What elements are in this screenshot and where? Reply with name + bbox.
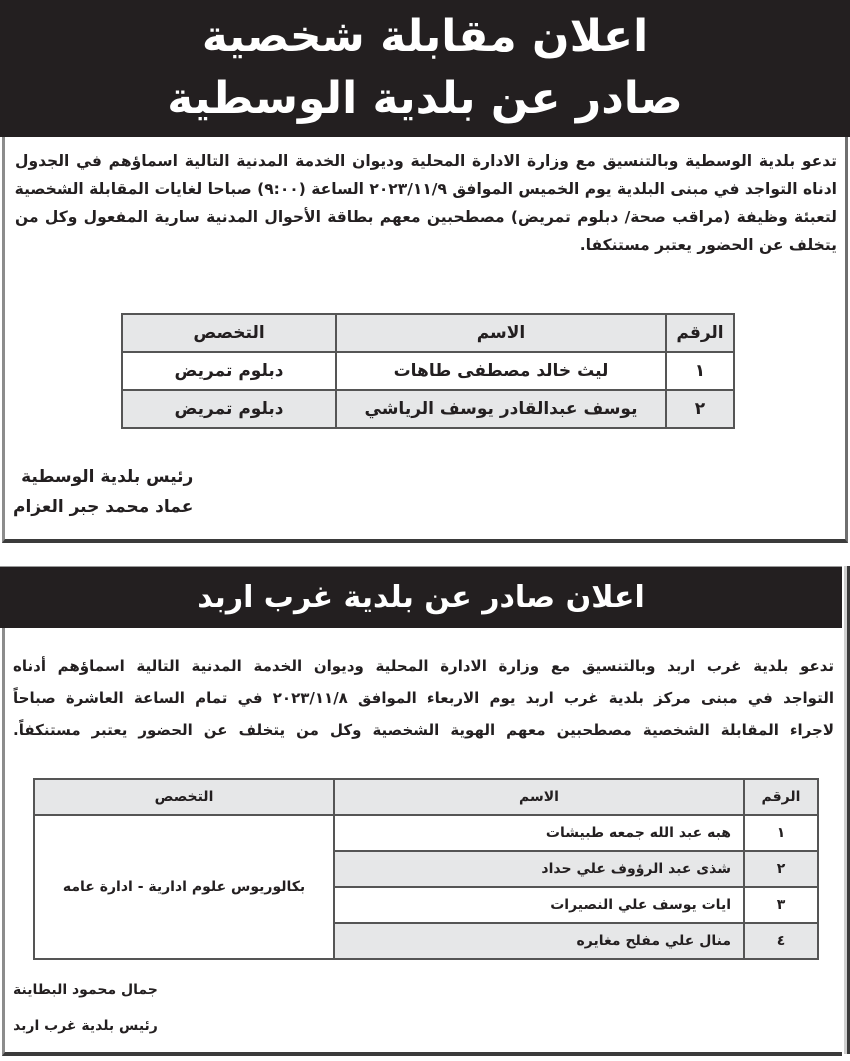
header-number: الرقم bbox=[666, 314, 734, 352]
header-specialty: التخصص bbox=[34, 779, 334, 815]
cell-name: ايات يوسف علي النصيرات bbox=[334, 887, 744, 923]
header-specialty: التخصص bbox=[122, 314, 336, 352]
paragraph-line: تدعو بلدية الوسطية وبالتنسيق مع وزارة الادارة المحلية وديوان الخدمة المدنية التالية اسماؤهم في الجدول bbox=[15, 152, 837, 170]
table-row bbox=[34, 815, 818, 851]
table-header-row bbox=[34, 779, 818, 815]
header-name: الاسم bbox=[334, 779, 744, 815]
paragraph-line: التواجد في مبنى مركز بلدية غرب اربد يوم الاربعاء الموافق ٢٠٢٣/١١/٨ في تمام الساعة العاشرة صباحاً bbox=[13, 689, 834, 707]
signature-name: جمال محمود البطاينة bbox=[13, 982, 158, 998]
cell-number: ٣ bbox=[744, 887, 818, 923]
cell-name: شذى عبد الرؤوف علي حداد bbox=[334, 851, 744, 887]
announcement-banner bbox=[0, 0, 850, 137]
announcement-body bbox=[2, 137, 848, 543]
cell-name: ليث خالد مصطفى طاهات bbox=[336, 352, 666, 390]
table-row bbox=[122, 390, 734, 428]
paragraph-line: لتعبئة وظيفة (مراقب صحة/ دبلوم تمريض) مصطحبين معهم بطاقة الأحوال المدنية سارية المفعول وكل من bbox=[15, 208, 837, 226]
signature-title: رئيس بلدية الوسطية bbox=[21, 467, 194, 487]
table-row bbox=[122, 352, 734, 390]
header-name: الاسم bbox=[336, 314, 666, 352]
announcement-banner bbox=[0, 566, 842, 628]
cell-specialty: دبلوم تمريض bbox=[122, 352, 336, 390]
announcement-title: اعلان مقابلة شخصية bbox=[201, 11, 649, 62]
cell-number: ٤ bbox=[744, 923, 818, 959]
announcement-title: اعلان صادر عن بلدية غرب اربد bbox=[197, 580, 645, 615]
announcement-body bbox=[2, 628, 842, 1056]
signature-block bbox=[13, 972, 158, 1044]
border-rule bbox=[844, 566, 850, 1054]
announcement-subtitle: صادر عن بلدية الوسطية bbox=[167, 73, 683, 124]
paragraph-line: لاجراء المقابلة الشخصية مصطحبين معهم الهوية الشخصية وكل من يتخلف عن الحضور يعتبر مستنكفاً. bbox=[13, 721, 834, 739]
candidates-table bbox=[33, 778, 819, 960]
signature-block bbox=[13, 462, 193, 522]
announcement-paragraph bbox=[15, 147, 837, 259]
table-header-row bbox=[122, 314, 734, 352]
signature-name: عماد محمد جبر العزام bbox=[13, 497, 194, 517]
announcement-paragraph bbox=[13, 650, 834, 746]
header-number: الرقم bbox=[744, 779, 818, 815]
cell-name: هبه عبد الله جمعه طبيشات bbox=[334, 815, 744, 851]
cell-number: ٢ bbox=[666, 390, 734, 428]
paragraph-line: يتخلف عن الحضور يعتبر مستنكفا. bbox=[579, 236, 837, 254]
announcement-west-irbid bbox=[0, 566, 850, 1058]
cell-specialty: دبلوم تمريض bbox=[122, 390, 336, 428]
cell-name: يوسف عبدالقادر يوسف الرياشي bbox=[336, 390, 666, 428]
candidates-table bbox=[121, 313, 735, 429]
cell-number: ١ bbox=[744, 815, 818, 851]
signature-title: رئيس بلدية غرب اربد bbox=[13, 1018, 158, 1034]
cell-specialty: بكالوريوس علوم ادارية - ادارة عامه bbox=[34, 815, 334, 959]
paragraph-line: ادناه التواجد في مبنى البلدية يوم الخميس الموافق ٢٠٢٣/١١/٩ الساعة (٩:٠٠) صباحا لغايات المقابلة الشخصية bbox=[14, 180, 837, 198]
cell-name: منال علي مفلح مغايره bbox=[334, 923, 744, 959]
cell-number: ١ bbox=[666, 352, 734, 390]
paragraph-line: تدعو بلدية غرب اربد وبالتنسيق مع وزارة الادارة المحلية وديوان الخدمة المدنية التالية اسماؤهم أدناه bbox=[13, 657, 834, 675]
cell-number: ٢ bbox=[744, 851, 818, 887]
